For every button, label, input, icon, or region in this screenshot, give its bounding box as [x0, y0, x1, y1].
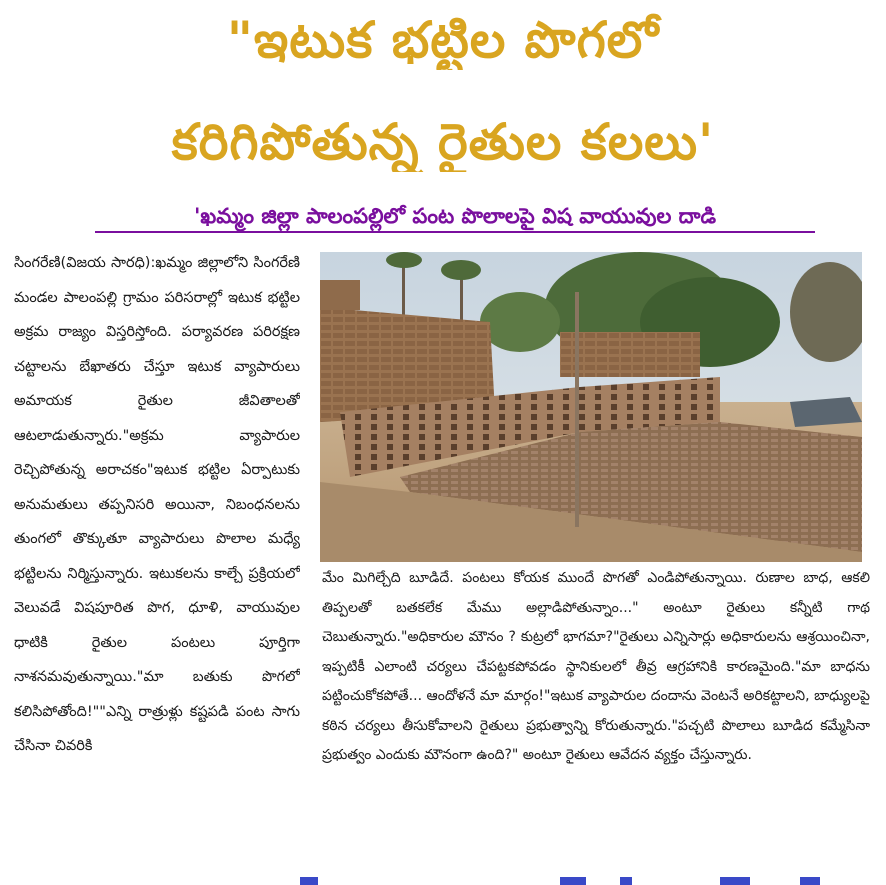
- bottom-column: [322, 564, 870, 870]
- left-column: [14, 246, 300, 876]
- headline-line-2: కరిగిపోతున్న రైతుల కలలు': [171, 113, 715, 171]
- headline-line-1: "ఇటుక భట్టిల పొగలో: [226, 11, 660, 69]
- left-column-text: సింగరేణి(విజయ సారధి):ఖమ్మం జిల్లాలోని సింగరేణి మండల పాలంపల్లి గ్రామం పరిసరాల్లో ఇటుక భట్టిల అక్రమ రాజ్యం విస్తరిస్తోంది. పర్యావరణ పరిరక్షణ చట్టాలను బేఖాతరు చేస్తూ ఇటుక వ్యాపారులు అమాయక రైతుల జీవితాలతో ఆటలాడుతున్నారు."అక్రమ వ్యాపారుల రెచ్చిపోతున్న అరాచకం"ఇటుక భట్టిల ఏర్పాటుకు అనుమతులు తప్పనిసరి అయినా, నిబంధనలను తుంగలో తొక్కుతూ వ్యాపారులు పొలాల మధ్యే భట్టిలను నిర్మిస్తున్నారు. ఇటుకలను కాల్చే ప్రక్రియలో వెలువడే విషపూరిత పొగ, ధూళి, వాయువుల ధాటికి రైతుల పంటలు పూర్తిగా నాశనమవుతున్నాయి."మా బతుకు పొగలో కలిసిపోతోంది!""ఎన్ని రాత్రుళ్లు కష్టపడి పంట సాగు చేసినా చివరికి: [14, 255, 300, 754]
- brick-kiln-photo: [320, 252, 862, 562]
- next-headline-fragment: [0, 875, 886, 885]
- bottom-column-text: మేం మిగిల్చేది బూడిదే. పంటలు కోయక ముందే పొగతో ఎండిపోతున్నాయి. రుణాల బాధ, ఆకలి తిప్పలతో బతకలేక మేము అల్లాడిపోతున్నాం..." అంటూ రైతులు కన్నీటి గాథ చెబుతున్నారు."అధికారుల మౌనం ? కుట్రలో భాగమా?"రైతులు ఎన్నిసార్లు అధికారులను ఆశ్రయించినా, ఇప్పటికీ ఎలాంటి చర్యలు చేపట్టకపోవడం స్థానికులలో తీవ్ర ఆగ్రహానికి కారణమైంది."మా బాధను పట్టించుకోకపోతే... ఆందోళనే మా మార్గం!"ఇటుక వ్యాపారుల దందాను వెంటనే అరికట్టాలని, బాధ్యులపై కఠిన చర్యలు తీసుకోవాలని రైతులు ప్రభుత్వాన్ని కోరుతున్నారు."పచ్చటి పొలాలు బూడిద కమ్మేసినా ప్రభుత్వం ఎందుకు మౌనంగా ఉంది?" అంటూ రైతులు ఆవేదన వ్యక్తం చేస్తున్నారు.: [322, 570, 870, 763]
- subheadline: 'ఖమ్మం జిల్లా పాలంపల్లిలో పంట పొలాలపై విష వాయువుల దాడి: [95, 201, 815, 233]
